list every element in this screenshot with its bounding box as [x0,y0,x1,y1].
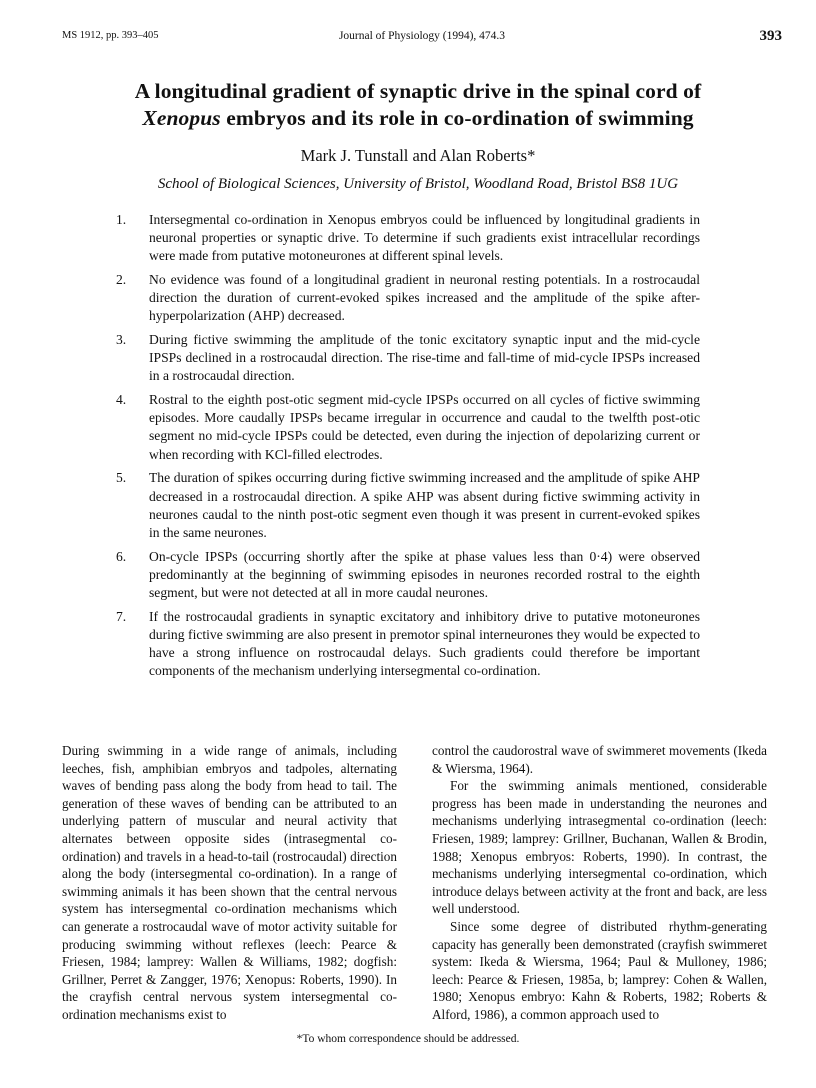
authors: Mark J. Tunstall and Alan Roberts* [300,146,536,165]
abstract-item [116,271,700,325]
abstract-item [116,469,700,541]
abstract-item-number: 2. [116,272,127,288]
abstract-item-text: Intersegmental co-ordination in Xenopus embryos could be influenced by longitudinal gradients in neuronal properties or synaptic drive. To determine if such gradients exist intracellular recordings were made from putative motoneurones at different spinal levels. [149,212,700,264]
paper-title [60,78,776,132]
body-paragraph: During swimming in a wide range of animals, including leeches, fish, amphibian embryos and tadpoles, alternating waves of bending pass along the body from head to tail. The generation of these waves of bending can be attributed to an underlying pattern of muscular and neural activity that alternates between opposite sides (intrasegmental co-ordination) and travels in a head-to-tail (rostrocaudal) direction along the body (intersegmental co-ordination). In a range of swimming animals it has been shown that the central nervous system has intersegmental co-ordination mechanisms which can generate a rostrocaudal wave of motor activity suitable for producing swimming without reflexes (leech: Pearce & Friesen, 1984; lamprey: Wallen & Williams, 1982; dogfish: Grillner, Perret & Zangger, 1976; Xenopus: Roberts, 1990). In the crayfish central nervous system intersegmental co-ordination mechanisms exist to [62,743,397,1022]
abstract-item [116,608,700,680]
abstract-item [116,391,700,463]
abstract-item-text: During fictive swimming the amplitude of the tonic excitatory synaptic input and the mid-cycle IPSPs declined in a rostrocaudal direction. The rise-time and fall-time of mid-cycle IPSPs increased in a rostrocaudal direction. [149,332,700,384]
body-column-right [432,742,767,1024]
abstract-item-number: 7. [116,608,127,624]
body-paragraph: Since some degree of distributed rhythm-generating capacity has generally been demonstrated (crayfish swimmeret system: Ikeda & Wiersma, 1964; Paul & Mulloney, 1986; leech: Pearce & Friesen, 1985a, b; lamprey: Cohen & Wallen, 1980; Xenopus embryo: Kahn & Roberts, 1982; Roberts & Alford, 1986), a common approach used to [432,918,767,1022]
abstract-list [116,211,700,686]
abstract-item-text: If the rostrocaudal gradients in synaptic excitatory and inhibitory drive to putative motoneurones during fictive swimming are also present in premotor spinal interneurones they would be expected to have a strong influence on rostrocaudal delays. Such gradients could therefore be important components of the mechanism underlying intersegmental co-ordination. [149,608,700,678]
title-line-1: A longitudinal gradient of synaptic drive in the spinal cord of [134,79,702,103]
title-line-2-rest: embryos and its role in co-ordination of swimming [220,106,694,130]
body-paragraph: control the caudorostral wave of swimmeret movements (Ikeda & Wiersma, 1964). [432,743,767,776]
abstract-item [116,211,700,265]
abstract-item-text: On-cycle IPSPs (occurring shortly after the spike at phase values less than 0·4) were observed predominantly at the beginning of swimming episodes in neurones recorded rostral to the eighth segment, but were not detected at all in more caudal neurones. [149,548,700,600]
abstract-item [116,548,700,602]
abstract-item-number: 6. [116,548,127,564]
affiliation: School of Biological Sciences, University of Bristol, Woodland Road, Bristol BS8 1UG [157,176,679,192]
running-header [62,28,782,48]
abstract-item-text: The duration of spikes occurring during fictive swimming increased and the amplitude of spike AHP decreased in a rostrocaudal direction. A spike AHP was absent during fictive swimming activity in neurones caudal to the ninth post-otic segment even though it was present in current-evoked spikes in the same neurones. [149,470,700,540]
abstract-item-number: 5. [116,470,127,486]
page-number: 393 [759,28,782,44]
manuscript-id: MS 1912, pp. 393–405 [62,30,159,41]
abstract-item-number: 3. [116,332,127,348]
body-paragraph: For the swimming animals mentioned, considerable progress has been made in understanding the neurones and mechanisms underlying intrasegmental co-ordination (leech: Friesen, 1989; lamprey: Grillner, Buchanan, Wallen & Brodin, 1988; Xenopus embryos: Roberts, 1990). In contrast, the mechanisms underlying intersegmental co-ordination, which introduce delays between activity at the front and back, are less well understood. [432,778,767,917]
footnote: *To whom correspondence should be addressed. [296,1033,520,1045]
body-column-left [62,742,397,1024]
journal-citation: Journal of Physiology (1994), 474.3 [338,30,506,42]
abstract-item-text: No evidence was found of a longitudinal gradient in neuronal resting potentials. In a rostrocaudal direction the duration of current-evoked spikes increased and the amplitude of the spike after-hyperpolarization (AHP) decreased. [149,272,700,324]
abstract-item-number: 1. [116,212,127,227]
abstract-item [116,331,700,385]
title-line-2 [60,105,776,132]
title-genus: Xenopus [142,106,221,130]
abstract-item-number: 4. [116,392,127,408]
abstract-item-text: Rostral to the eighth post-otic segment mid-cycle IPSPs occurred on all cycles of fictive swimming episodes. More caudally IPSPs became irregular in occurrence and caudal to the twelfth post-otic segment no mid-cycle IPSPs could be detected, even during the injection of depolarizing current or when recording with KCl-filled electrodes. [149,392,700,462]
